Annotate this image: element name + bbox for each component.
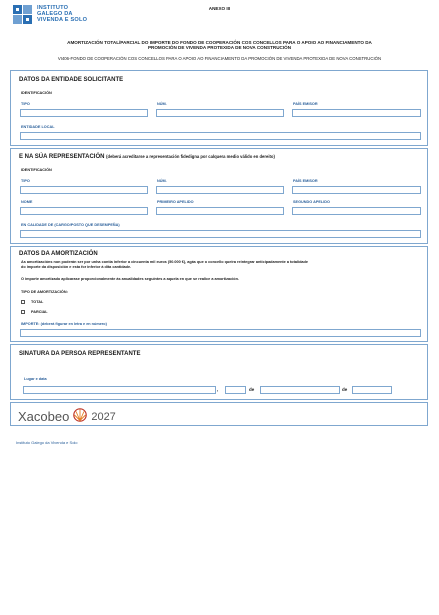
num-field[interactable] xyxy=(156,186,284,194)
day-field[interactable] xyxy=(225,386,246,394)
section-title xyxy=(19,154,275,160)
procedure-subtitle: VI406-FONDO DE COOPERACIÓN COS CONCELLOS PARA O APOIO AO FINANCIAMENTO DA PROMOCIÓN DE VIVENDA PROTEXIDA DE NOVA CONSTRUCIÓN xyxy=(57,56,382,61)
nome-label: NOME xyxy=(21,200,33,204)
section-entidade-solicitante xyxy=(10,70,428,146)
parcial-checkbox[interactable] xyxy=(21,310,25,314)
num-label: NÚM. xyxy=(157,179,167,183)
nome-field[interactable] xyxy=(20,207,148,215)
total-checkbox[interactable] xyxy=(21,300,25,304)
pais-emisor-field[interactable] xyxy=(292,109,421,117)
pais-emisor-label: PAÍS EMISOR xyxy=(293,179,318,183)
xacobeo-logo xyxy=(18,408,116,425)
rule-line-1: As amortizacións non poderán ser por unha contía inferior a cincuenta mil euros (50.000 €), agás que o concello queira reintegrar anticipadamente a totalidade xyxy=(21,260,308,264)
segundo-apelido-field[interactable] xyxy=(292,207,421,215)
rule-line-2: do importe da disposición e esta for inferior á dita cantidade. xyxy=(21,265,132,269)
logo-line-2: GALEGO DA xyxy=(37,11,73,18)
section-representacion xyxy=(10,148,428,244)
lugar-data-label: Lugar e data xyxy=(24,377,47,381)
num-label: NÚM. xyxy=(157,102,167,106)
calidade-field[interactable] xyxy=(20,230,421,238)
de-separator-2: de xyxy=(342,387,348,392)
month-field[interactable] xyxy=(260,386,340,394)
identification-label: IDENTIFICACIÓN xyxy=(21,91,52,95)
xacobeo-shell-icon xyxy=(73,408,87,425)
xacobeo-year: 2027 xyxy=(91,410,116,423)
annex-label: ANEXO III xyxy=(208,6,231,11)
document-title xyxy=(18,40,421,51)
lugar-field[interactable] xyxy=(23,386,219,394)
num-field[interactable] xyxy=(156,109,284,117)
section-title-text: E NA SÚA REPRESENTACIÓN xyxy=(19,154,105,160)
identification-label: IDENTIFICACIÓN xyxy=(21,168,52,172)
proportional-note: O importe amortizado aplicarase proporcionalmente ás anualidades seguintes a aquela en que se realice a amortización. xyxy=(21,277,239,281)
importe-label: IMPORTE: (deberá figurar en letra e en número) xyxy=(21,322,107,326)
tipo-field[interactable] xyxy=(20,109,148,117)
title-line-1: AMORTIZACIÓN TOTAL/PARCIAL DO IMPORTE DO FONDO DE COOPERACIÓN COS CONCELLOS PARA O APOIO AO FINANCIAMENTO DA xyxy=(67,40,372,45)
entidade-local-field[interactable] xyxy=(20,132,421,140)
primeiro-apelido-label: PRIMEIRO APELIDO xyxy=(157,200,194,204)
importe-field[interactable] xyxy=(20,329,421,337)
total-option-label: TOTAL xyxy=(31,300,44,304)
amortization-rule-paragraph xyxy=(21,260,421,270)
section-datos-amortizacion xyxy=(10,246,428,342)
logo-line-3: VIVENDA E SOLO xyxy=(37,17,88,24)
tipo-label: TIPO xyxy=(21,179,30,183)
pais-emisor-label: PAÍS EMISOR xyxy=(293,102,318,106)
entidade-local-label: ENTIDADE LOCAL xyxy=(21,125,55,129)
primeiro-apelido-field[interactable] xyxy=(156,207,284,215)
de-separator-1: de xyxy=(249,387,255,392)
tipo-label: TIPO xyxy=(21,102,30,106)
tipo-field[interactable] xyxy=(20,186,148,194)
comma-separator: , xyxy=(217,387,219,392)
title-line-2: PROMOCIÓN DE VIVENDA PROTEXIDA DE NOVA CONSTRUCIÓN xyxy=(147,45,292,51)
calidade-label: EN CALIDADE DE (CARGO/POSTO QUE DESEMPEÑA) xyxy=(21,223,120,227)
section-title-note: (deberá acreditarse a representación fidedigna por calquera medio válido en dereito) xyxy=(106,154,275,159)
section-title: SINATURA DA PERSOA REPRESENTANTE xyxy=(19,351,141,357)
section-title: DATOS DA ENTIDADE SOLICITANTE xyxy=(19,77,124,83)
footer-text: Instituto Galego da Vivenda e Solo xyxy=(16,440,78,445)
tipo-amortizacion-label: TIPO DE AMORTIZACIÓN: xyxy=(21,290,68,294)
pais-emisor-field[interactable] xyxy=(292,186,421,194)
year-field[interactable] xyxy=(352,386,392,394)
section-title: DATOS DA AMORTIZACIÓN xyxy=(19,251,98,257)
xacobeo-text: Xacobeo xyxy=(18,409,70,424)
segundo-apelido-label: SEGUNDO APELIDO xyxy=(293,200,330,204)
section-sinatura xyxy=(10,344,428,400)
logo-line-1: INSTITUTO xyxy=(37,5,69,11)
parcial-option-label: PARCIAL xyxy=(31,310,48,314)
